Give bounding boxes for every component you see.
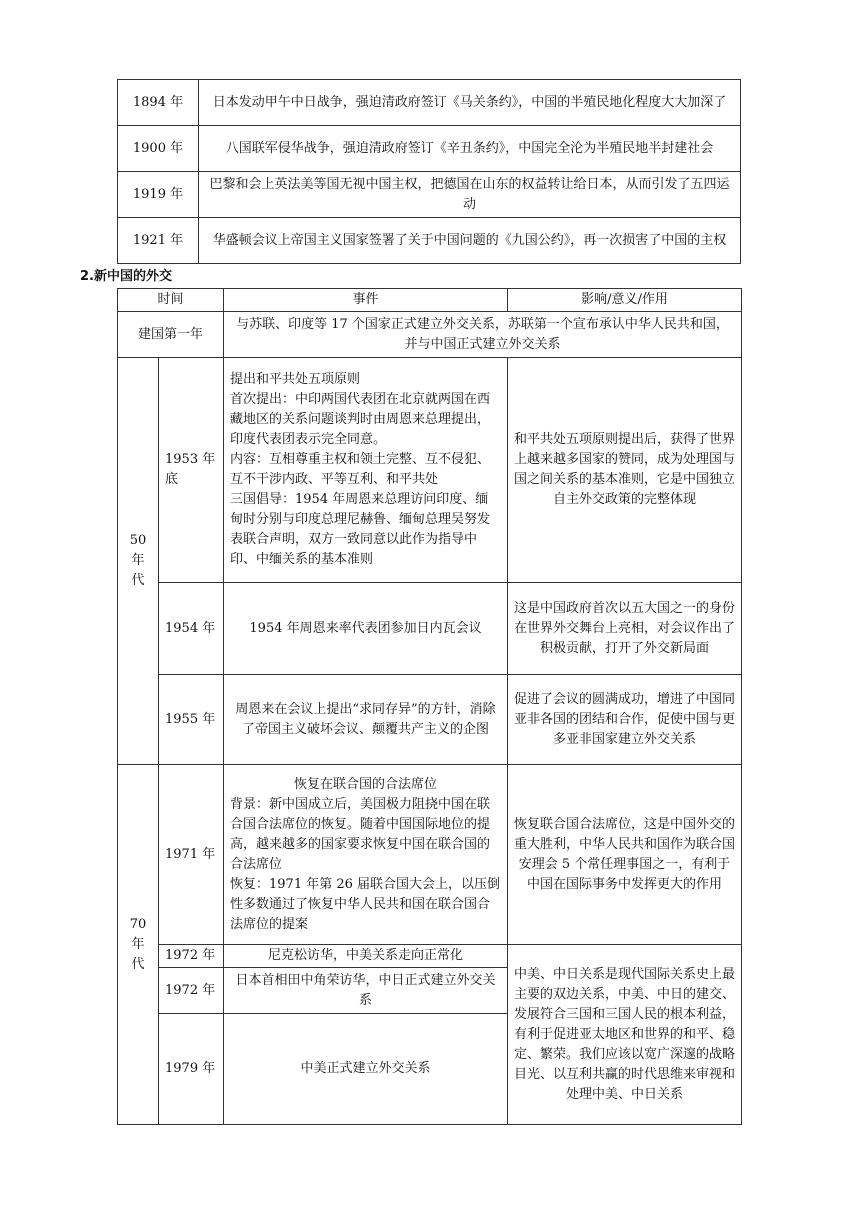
impact-cell: 这是中国政府首次以五大国之一的身份在世界外交舞台上亮相，对会议作出了积极贡献，打开了外交新局面 bbox=[508, 583, 742, 675]
table-row bbox=[118, 126, 741, 172]
impact-cell-shared: 中美、中日关系是现代国际关系史上最主要的双边关系，中美、中日的建交、发展符合三国和三国人民的根本利益，有利于促进亚太地区和世界的和平、稳定、繁荣。我们应该以宽广深邃的战略目光、以互利共赢的时代思维来审视和处理中美、中日关系 bbox=[508, 945, 742, 1125]
event-line: 首次提出：中印两国代表团在北京就两国在西藏地区的关系问题谈判时由周恩来总理提出，印度代表团表示完全同意。 bbox=[230, 392, 491, 447]
event-cell: 日本首相田中角荣访华，中日正式建立外交关系 bbox=[224, 968, 508, 1014]
event-line: 恢复：1971 年第 26 届联合国大会上，以压倒性多数通过了恢复中华人民共和国在联合国合法席位的提案 bbox=[230, 876, 501, 932]
event-cell: 周恩来在会议上提出“求同存异”的方针，消除了帝国主义破坏会议、颠覆共产主义的企图 bbox=[224, 675, 508, 765]
year-cell: 1954 年 bbox=[159, 583, 224, 675]
event-cell: 中美正式建立外交关系 bbox=[224, 1014, 508, 1125]
year-cell: 1894 年 bbox=[118, 80, 199, 126]
year-cell: 1921 年 bbox=[118, 218, 199, 264]
event-cell: 尼克松访华，中美关系走向正常化 bbox=[224, 945, 508, 968]
impact-cell: 和平共处五项原则提出后，获得了世界上越来越多国家的赞同，成为处理国与国之间关系的基本准则，它是中国独立自主外交政策的完整体现 bbox=[508, 358, 742, 583]
section-title: 2.新中国的外交 bbox=[80, 269, 172, 284]
event-cell bbox=[224, 765, 508, 945]
decade-cell-50s bbox=[118, 358, 159, 765]
table-row bbox=[118, 218, 741, 264]
history-events-table bbox=[117, 79, 741, 264]
event-cell: 八国联军侵华战争，强迫清政府签订《辛丑条约》，中国完全沦为半殖民地半封建社会 bbox=[199, 126, 741, 172]
table-row bbox=[118, 945, 742, 968]
event-cell: 巴黎和会上英法美等国无视中国主权，把德国在山东的权益转让给日本，从而引发了五四运动 bbox=[199, 172, 741, 218]
year-cell: 1919 年 bbox=[118, 172, 199, 218]
header-time: 时间 bbox=[118, 289, 224, 312]
header-event: 事件 bbox=[224, 289, 508, 312]
event-cell: 1954 年周恩来率代表团参加日内瓦会议 bbox=[224, 583, 508, 675]
table-row bbox=[118, 358, 742, 583]
year-cell: 1979 年 bbox=[159, 1014, 224, 1125]
year-cell: 1971 年 bbox=[159, 765, 224, 945]
event-cell bbox=[224, 358, 508, 583]
year-cell: 1953 年底 bbox=[159, 358, 224, 583]
decade-char: 年 bbox=[131, 936, 145, 952]
year-cell: 1955 年 bbox=[159, 675, 224, 765]
event-line: 背景：新中国成立后，美国极力阻挠中国在联合国合法席位的恢复。随着中国国际地位的提高，越来越多的国家要求恢复中国在联合国的合法席位 bbox=[230, 796, 491, 872]
time-cell: 建国第一年 bbox=[118, 312, 224, 358]
decade-char: 代 bbox=[131, 573, 145, 588]
decade-char: 年 bbox=[131, 553, 145, 568]
decade-char: 70 bbox=[129, 916, 147, 932]
event-line: 恢复在联合国的合法席位 bbox=[294, 776, 438, 792]
year-cell: 1972 年 bbox=[159, 968, 224, 1014]
decade-char: 50 bbox=[129, 533, 147, 548]
event-line: 提出和平共处五项原则 bbox=[230, 372, 361, 387]
impact-cell: 恢复联合国合法席位，这是中国外交的重大胜利，中华人民共和国作为联合国安理会 5 个常任理事国之一，有利于中国在国际事务中发挥更大的作用 bbox=[508, 765, 742, 945]
header-impact: 影响/意义/作用 bbox=[508, 289, 742, 312]
event-cell: 与苏联、印度等 17 个国家正式建立外交关系，苏联第一个宣布承认中华人民共和国，并与中国正式建立外交关系 bbox=[224, 312, 742, 358]
decade-cell-70s bbox=[118, 765, 159, 1125]
table-row bbox=[118, 172, 741, 218]
table-row bbox=[118, 80, 741, 126]
decade-char: 代 bbox=[131, 956, 145, 972]
event-line: 内容：互相尊重主权和领土完整、互不侵犯、互不干涉内政、平等互利、和平共处 bbox=[230, 452, 491, 487]
impact-cell: 促进了会议的圆满成功，增进了中国同亚非各国的团结和合作，促使中国与更多亚非国家建立外交关系 bbox=[508, 675, 742, 765]
year-cell: 1972 年 bbox=[159, 945, 224, 968]
table-row bbox=[118, 765, 742, 945]
table-row bbox=[118, 675, 742, 765]
prc-diplomacy-table bbox=[117, 288, 742, 1125]
event-cell: 日本发动甲午中日战争，强迫清政府签订《马关条约》，中国的半殖民地化程度大大加深了 bbox=[199, 80, 741, 126]
header-row bbox=[118, 289, 742, 312]
event-cell: 华盛顿会议上帝国主义国家签署了关于中国问题的《九国公约》，再一次损害了中国的主权 bbox=[199, 218, 741, 264]
event-line: 三国倡导：1954 年周恩来总理访问印度、缅甸时分别与印度总理尼赫鲁、缅甸总理吴努发表联合声明，双方一致同意以此作为指导中印、中缅关系的基本准则 bbox=[230, 492, 491, 567]
table-row bbox=[118, 583, 742, 675]
table-row bbox=[118, 312, 742, 358]
year-cell: 1900 年 bbox=[118, 126, 199, 172]
